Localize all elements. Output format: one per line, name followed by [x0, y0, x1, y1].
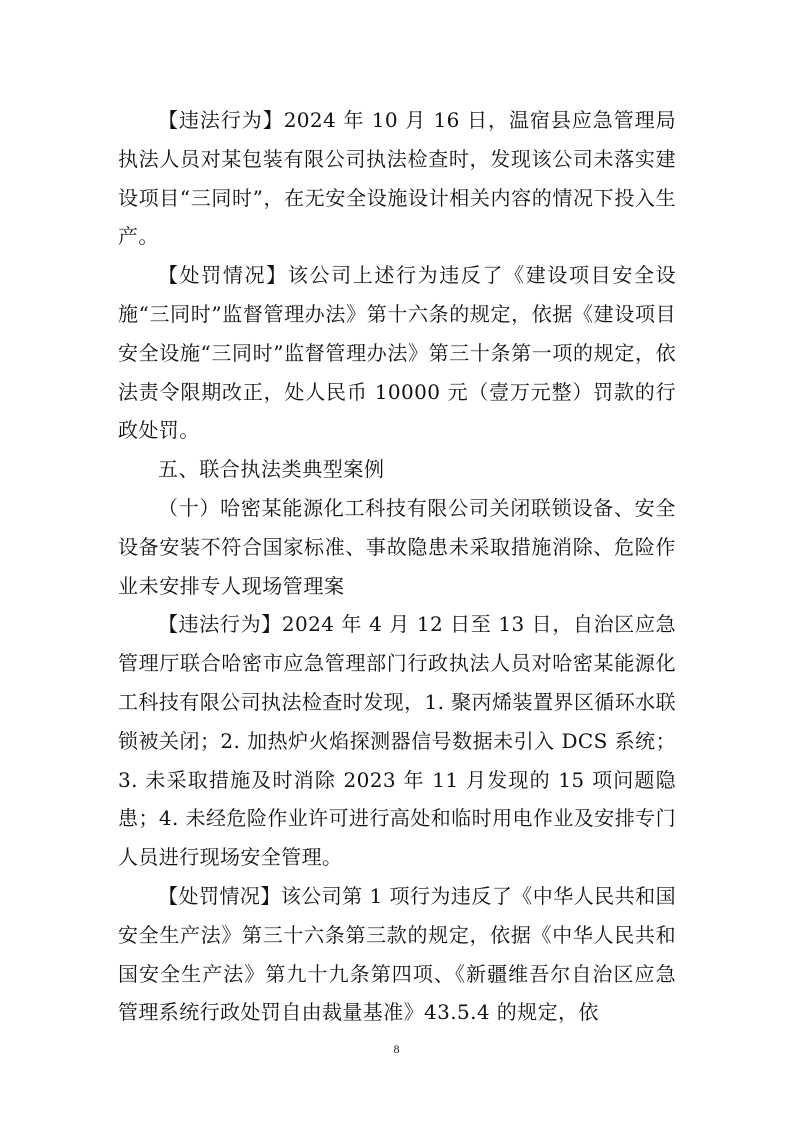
case-nine-penalty-paragraph	[118, 256, 676, 450]
case-nine-violation-paragraph	[118, 101, 676, 256]
violation-label: 【违法行为】	[158, 108, 284, 132]
violation-text: 2024 年 4 月 12 日至 13 日，自治区应急管理厅联合哈密市应急管理部门行政执法人员对哈密某能源化工科技有限公司执法检查时发现，1. 聚丙烯装置界区循环水联锁被关闭；2. 加热炉火焰探测器信号数据未引入 DCS 系统；3. 未采取措施及时消除 2023 年 11 月发现的 15 项问题隐患；4. 未经危险作业许可进行高处和临时用电作业及安排专门人员进行现场安全管理。	[118, 612, 676, 870]
violation-label: 【违法行为】	[158, 612, 282, 637]
document-body	[118, 101, 676, 1032]
page-number: 8	[393, 1042, 400, 1056]
penalty-text: 该公司上述行为违反了《建设项目安全设施“三同时”监督管理办法》第十六条的规定，依据《建设项目安全设施“三同时”监督管理办法》第三十条第一项的规定，依法责令限期改正，处人民币 10000 元（壹万元整）罚款的行政处罚。	[118, 263, 676, 443]
penalty-label: 【处罚情况】	[158, 883, 281, 908]
penalty-text: 该公司第 1 项行为违反了《中华人民共和国安全生产法》第三十六条第三款的规定，依据《中华人民共和国安全生产法》第九十九条第四项、《新疆维吾尔自治区应急管理系统行政处罚自由裁量基准》43.5.4 的规定，依	[118, 883, 676, 1025]
violation-text: 2024 年 10 月 16 日，温宿县应急管理局执法人员对某包装有限公司执法检查时，发现该公司未落实建设项目“三同时”，在无安全设施设计相关内容的情况下投入生产。	[118, 108, 676, 249]
penalty-label: 【处罚情况】	[158, 263, 288, 288]
case-ten-violation-paragraph	[118, 605, 676, 877]
section-heading: 五、联合执法类典型案例	[158, 457, 385, 482]
case-ten-penalty-paragraph	[118, 877, 676, 1032]
case-title: （十）哈密某能源化工科技有限公司关闭联锁设备、安全设备安装不符合国家标准、事故隐患未采取措施消除、危险作业未安排专人现场管理案	[118, 495, 676, 598]
